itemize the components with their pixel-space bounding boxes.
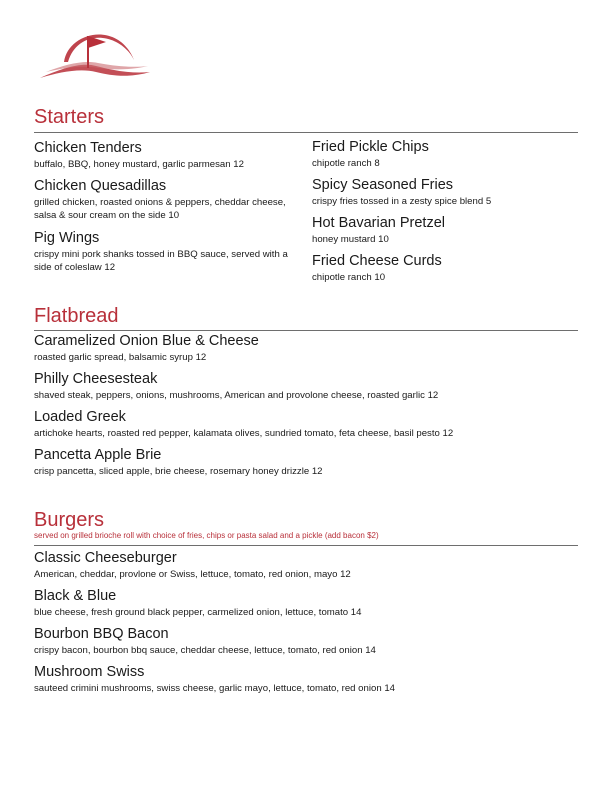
item-name: Fried Cheese Curds [312,253,442,269]
item-name: Mushroom Swiss [34,664,145,680]
item-description: buffalo, BBQ, honey mustard, garlic parmesan 12 [34,159,244,170]
item-description: blue cheese, fresh ground black pepper, carmelized onion, lettuce, tomato 14 [34,607,362,618]
menu-item [312,177,578,208]
item-name: Chicken Tenders [34,140,142,156]
item-name: Philly Cheesesteak [34,371,158,387]
item-description: artichoke hearts, roasted red pepper, kalamata olives, sundried tomato, feta cheese, basil pesto 12 [34,428,454,439]
menu-item [34,178,296,222]
burgers-note: served on grilled brioche roll with choice of fries, chips or pasta salad and a pickle (add bacon $2) [34,531,379,540]
item-name: Fried Pickle Chips [312,139,429,155]
section-title-burgers: Burgers [34,509,105,531]
item-name: Pig Wings [34,230,100,246]
item-description: honey mustard 10 [312,234,389,245]
menu-item [34,550,578,581]
item-description: sauteed crimini mushrooms, swiss cheese, garlic mayo, lettuce, tomato, red onion 14 [34,683,395,694]
item-name: Chicken Quesadillas [34,178,167,194]
item-description: chipotle ranch 10 [312,272,386,283]
item-description: crisp pancetta, sliced apple, brie cheese, rosemary honey drizzle 12 [34,466,323,477]
menu-item [34,230,296,274]
section-divider [34,330,578,331]
golf-flag-hill-icon [38,22,150,80]
menu-item [312,253,578,284]
item-name: Loaded Greek [34,409,126,425]
item-description: chipotle ranch 8 [312,158,380,169]
menu-item [312,215,578,246]
item-name: Bourbon BBQ Bacon [34,626,169,642]
item-description: American, cheddar, provlone or Swiss, lettuce, tomato, red onion, mayo 12 [34,569,351,580]
item-name: Black & Blue [34,588,117,604]
item-description: crispy fries tossed in a zesty spice blend 5 [312,196,492,207]
item-name: Spicy Seasoned Fries [312,177,454,193]
section-title-starters: Starters [34,106,105,128]
menu-item [34,664,578,695]
section-divider [34,545,578,546]
menu-item [312,139,578,170]
section-title-flatbread: Flatbread [34,305,119,327]
item-name: Caramelized Onion Blue & Cheese [34,333,259,349]
menu-item [34,140,296,171]
item-name: Classic Cheeseburger [34,550,177,566]
item-description: crispy mini pork shanks tossed in BBQ sauce, served with a side of coleslaw 12 [34,249,288,273]
menu-item [34,409,578,440]
item-description: roasted garlic spread, balsamic syrup 12 [34,352,207,363]
item-name: Hot Bavarian Pretzel [312,215,445,231]
menu-item [34,371,578,402]
section-divider [34,132,578,133]
item-description: crispy bacon, bourbon bbq sauce, cheddar cheese, lettuce, tomato, red onion 14 [34,645,376,656]
menu-item [34,588,578,619]
item-description: shaved steak, peppers, onions, mushrooms, American and provolone cheese, roasted garlic 12 [34,390,439,401]
menu-item [34,447,578,478]
menu-item [34,333,578,364]
item-name: Pancetta Apple Brie [34,447,162,463]
item-description: grilled chicken, roasted onions & peppers, cheddar cheese, salsa & sour cream on the side 10 [34,197,286,221]
menu-item [34,626,578,657]
